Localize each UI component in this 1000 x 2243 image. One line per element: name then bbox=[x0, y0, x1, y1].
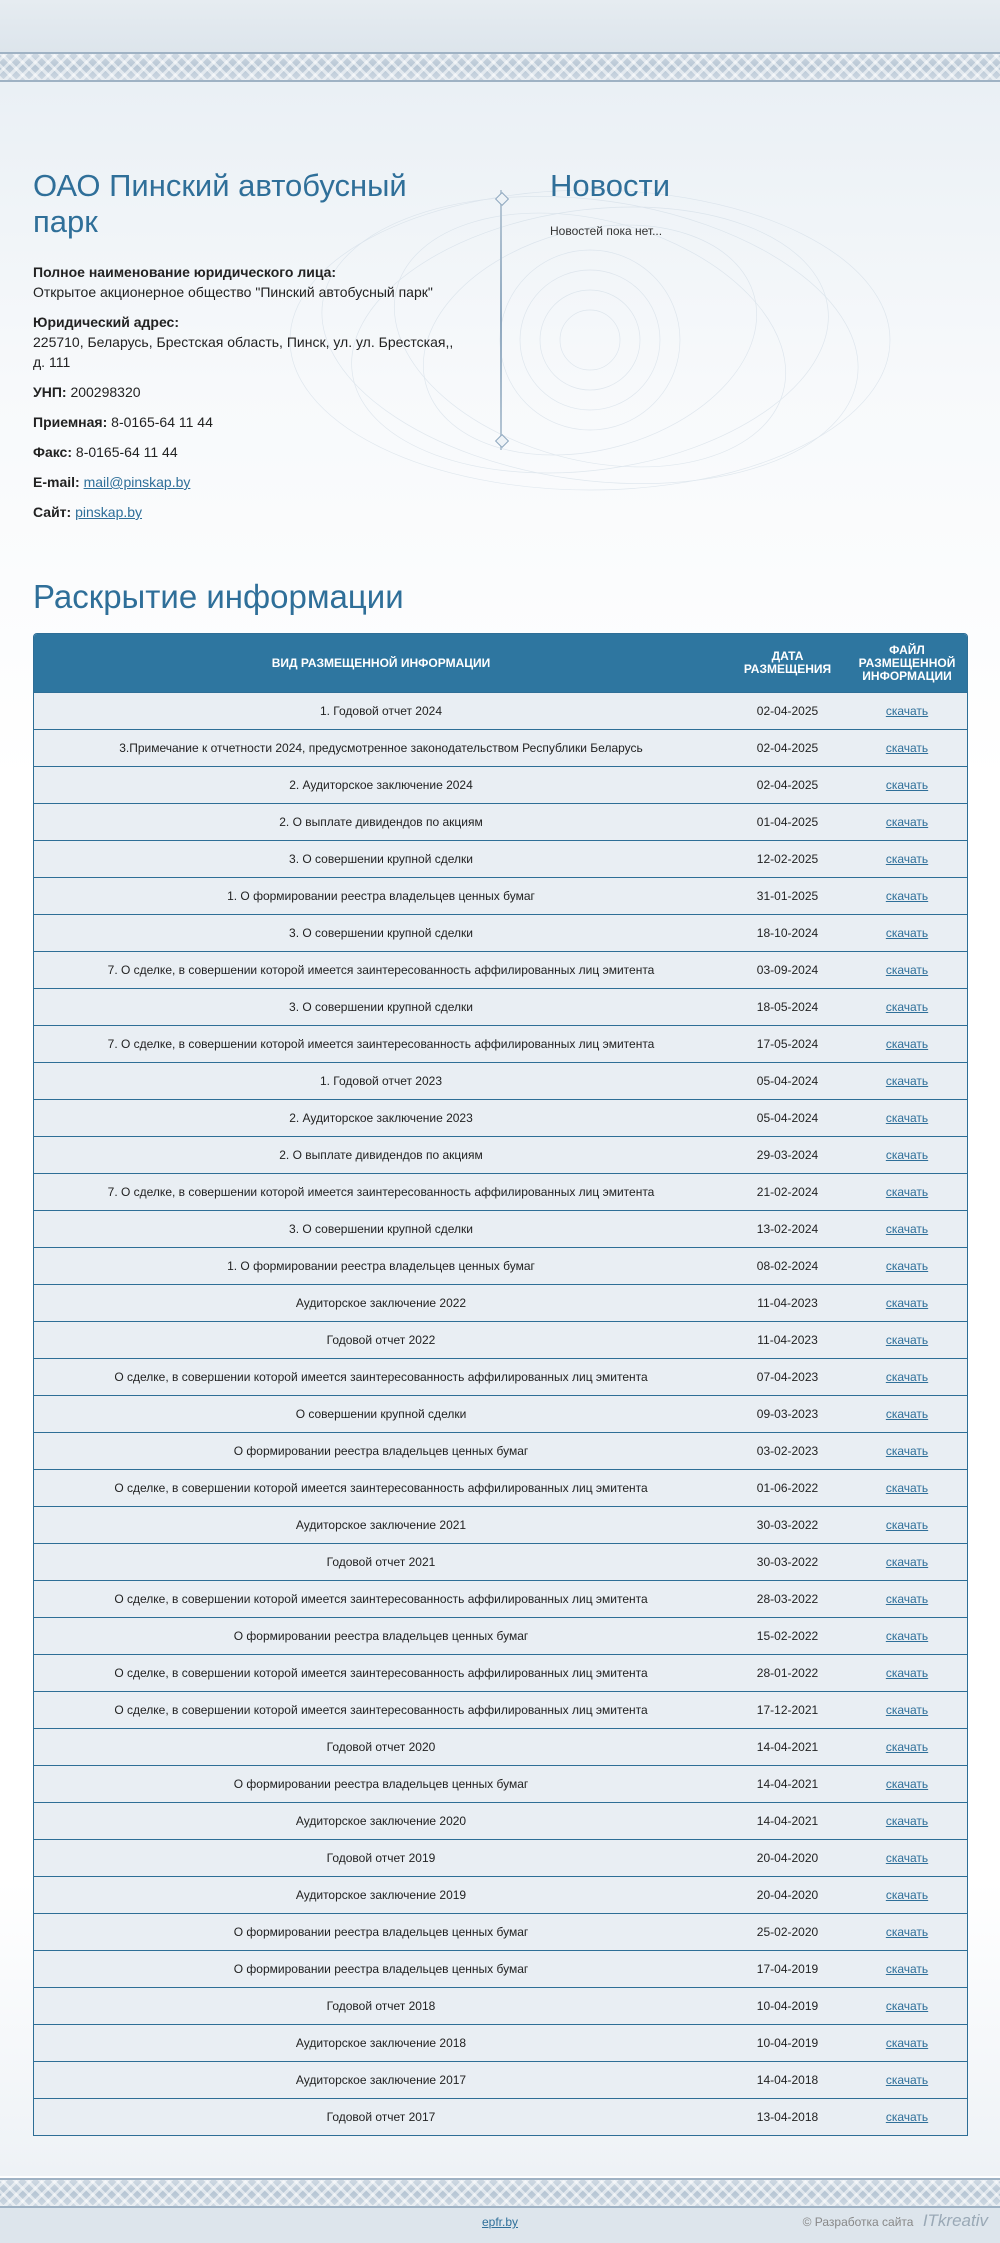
download-link[interactable]: скачать bbox=[885, 1518, 929, 1532]
table-row bbox=[34, 767, 967, 804]
row-name: Годовой отчет 2017 bbox=[34, 2099, 728, 2136]
row-date: 30-03-2022 bbox=[728, 1544, 847, 1581]
row-file-cell bbox=[847, 1248, 967, 1285]
download-link[interactable]: скачать bbox=[885, 1666, 929, 1680]
row-name: Годовой отчет 2020 bbox=[34, 1729, 728, 1766]
download-link[interactable]: скачать bbox=[885, 1296, 929, 1310]
table-row bbox=[34, 1877, 967, 1914]
row-file-cell bbox=[847, 989, 967, 1026]
row-date: 09-03-2023 bbox=[728, 1396, 847, 1433]
row-file-cell bbox=[847, 1322, 967, 1359]
row-date: 13-02-2024 bbox=[728, 1211, 847, 1248]
download-link[interactable]: скачать bbox=[885, 1888, 929, 1902]
row-file-cell bbox=[847, 1729, 967, 1766]
disclosure-table bbox=[34, 634, 967, 2135]
legal-name-value: Открытое акционерное общество "Пинский автобусный парк" bbox=[33, 284, 433, 300]
row-name: 1. О формировании реестра владельцев ценных бумаг bbox=[34, 1248, 728, 1285]
table-row bbox=[34, 841, 967, 878]
row-file-cell bbox=[847, 804, 967, 841]
row-name: 7. О сделке, в совершении которой имеется заинтересованность аффилированных лиц эмитента bbox=[34, 952, 728, 989]
row-date: 01-06-2022 bbox=[728, 1470, 847, 1507]
row-file-cell bbox=[847, 1766, 967, 1803]
row-file-cell bbox=[847, 1026, 967, 1063]
row-name: Годовой отчет 2019 bbox=[34, 1840, 728, 1877]
row-file-cell bbox=[847, 915, 967, 952]
row-date: 15-02-2022 bbox=[728, 1618, 847, 1655]
row-name: Аудиторское заключение 2020 bbox=[34, 1803, 728, 1840]
table-row bbox=[34, 804, 967, 841]
table-row bbox=[34, 989, 967, 1026]
row-file-cell bbox=[847, 841, 967, 878]
download-link[interactable]: скачать bbox=[885, 1407, 929, 1421]
download-link[interactable]: скачать bbox=[885, 1555, 929, 1569]
address-item bbox=[33, 312, 463, 372]
row-name: Аудиторское заключение 2019 bbox=[34, 1877, 728, 1914]
reception-label: Приемная: bbox=[33, 414, 108, 430]
email-link[interactable]: mail@pinskap.by bbox=[83, 474, 191, 490]
row-file-cell bbox=[847, 1211, 967, 1248]
credit-text: © Разработка сайта bbox=[802, 2215, 914, 2229]
row-date: 03-02-2023 bbox=[728, 1433, 847, 1470]
row-name: Годовой отчет 2018 bbox=[34, 1988, 728, 2025]
fax-value: 8-0165-64 11 44 bbox=[75, 444, 178, 460]
table-row bbox=[34, 1063, 967, 1100]
row-name: 1. Годовой отчет 2024 bbox=[34, 693, 728, 730]
download-link[interactable]: скачать bbox=[885, 741, 929, 755]
row-file-cell bbox=[847, 952, 967, 989]
table-row bbox=[34, 1396, 967, 1433]
top-ornament-strip bbox=[0, 52, 1000, 82]
row-name: Аудиторское заключение 2022 bbox=[34, 1285, 728, 1322]
row-name: 3.Примечание к отчетности 2024, предусмотренное законодательством Республики Беларусь bbox=[34, 730, 728, 767]
fax-label: Факс: bbox=[33, 444, 73, 460]
row-name: 7. О сделке, в совершении которой имеется заинтересованность аффилированных лиц эмитента bbox=[34, 1174, 728, 1211]
download-link[interactable]: скачать bbox=[885, 1629, 929, 1643]
row-name: 2. Аудиторское заключение 2023 bbox=[34, 1100, 728, 1137]
company-info bbox=[33, 168, 463, 532]
row-name: Аудиторское заключение 2018 bbox=[34, 2025, 728, 2062]
credit bbox=[803, 2211, 988, 2231]
row-date: 10-04-2019 bbox=[728, 1988, 847, 2025]
row-name: 7. О сделке, в совершении которой имеется заинтересованность аффилированных лиц эмитента bbox=[34, 1026, 728, 1063]
row-name: Аудиторское заключение 2021 bbox=[34, 1507, 728, 1544]
download-link[interactable]: скачать bbox=[885, 1074, 929, 1088]
table-header-row bbox=[34, 634, 967, 693]
table-row bbox=[34, 1951, 967, 1988]
table-row bbox=[34, 1840, 967, 1877]
row-name: 3. О совершении крупной сделки bbox=[34, 915, 728, 952]
row-name: 3. О совершении крупной сделки bbox=[34, 1211, 728, 1248]
row-name: Аудиторское заключение 2017 bbox=[34, 2062, 728, 2099]
download-link[interactable]: скачать bbox=[885, 1185, 929, 1199]
row-date: 02-04-2025 bbox=[728, 693, 847, 730]
unp-label: УНП: bbox=[33, 384, 67, 400]
table-row bbox=[34, 2062, 967, 2099]
site-link[interactable]: pinskap.by bbox=[75, 504, 143, 520]
table-row bbox=[34, 1322, 967, 1359]
row-file-cell bbox=[847, 730, 967, 767]
row-name: 3. О совершении крупной сделки bbox=[34, 989, 728, 1026]
row-date: 29-03-2024 bbox=[728, 1137, 847, 1174]
header-type: ВИД РАЗМЕЩЕННОЙ ИНФОРМАЦИИ bbox=[34, 634, 728, 693]
header-file: ФАЙЛ РАЗМЕЩЕННОЙ ИНФОРМАЦИИ bbox=[847, 634, 967, 693]
row-file-cell bbox=[847, 1988, 967, 2025]
row-file-cell bbox=[847, 1100, 967, 1137]
row-file-cell bbox=[847, 1470, 967, 1507]
unp-item bbox=[33, 382, 463, 402]
row-file-cell bbox=[847, 1618, 967, 1655]
row-file-cell bbox=[847, 1544, 967, 1581]
table-row bbox=[34, 1470, 967, 1507]
row-file-cell bbox=[847, 1063, 967, 1100]
header-date: ДАТА РАЗМЕЩЕНИЯ bbox=[728, 634, 847, 693]
row-name: О сделке, в совершении которой имеется заинтересованность аффилированных лиц эмитента bbox=[34, 1470, 728, 1507]
download-link[interactable]: скачать bbox=[885, 1370, 929, 1384]
legal-name-item bbox=[33, 262, 463, 302]
row-date: 02-04-2025 bbox=[728, 730, 847, 767]
disclosure-table-wrap bbox=[33, 633, 968, 2136]
table-row bbox=[34, 1655, 967, 1692]
row-name: 2. О выплате дивидендов по акциям bbox=[34, 804, 728, 841]
table-row bbox=[34, 1692, 967, 1729]
download-link[interactable]: скачать bbox=[885, 963, 929, 977]
table-row bbox=[34, 1026, 967, 1063]
row-file-cell bbox=[847, 878, 967, 915]
table-row bbox=[34, 1433, 967, 1470]
bottom-ornament-strip bbox=[0, 2178, 1000, 2208]
row-file-cell bbox=[847, 767, 967, 804]
row-date: 30-03-2022 bbox=[728, 1507, 847, 1544]
row-file-cell bbox=[847, 1507, 967, 1544]
row-name: 2. Аудиторское заключение 2024 bbox=[34, 767, 728, 804]
row-name: О формировании реестра владельцев ценных бумаг bbox=[34, 1433, 728, 1470]
row-date: 14-04-2021 bbox=[728, 1803, 847, 1840]
row-date: 12-02-2025 bbox=[728, 841, 847, 878]
table-row bbox=[34, 1359, 967, 1396]
row-date: 14-04-2021 bbox=[728, 1729, 847, 1766]
email-item bbox=[33, 472, 463, 492]
row-date: 31-01-2025 bbox=[728, 878, 847, 915]
row-date: 02-04-2025 bbox=[728, 767, 847, 804]
row-date: 10-04-2019 bbox=[728, 2025, 847, 2062]
row-file-cell bbox=[847, 1581, 967, 1618]
row-date: 14-04-2021 bbox=[728, 1766, 847, 1803]
row-date: 18-10-2024 bbox=[728, 915, 847, 952]
row-file-cell bbox=[847, 1359, 967, 1396]
table-row bbox=[34, 878, 967, 915]
company-title: ОАО Пинский автобусный парк bbox=[33, 168, 407, 239]
legal-name-label: Полное наименование юридического лица: bbox=[33, 264, 337, 280]
download-link[interactable]: скачать bbox=[885, 852, 929, 866]
row-file-cell bbox=[847, 1655, 967, 1692]
download-link[interactable]: скачать bbox=[885, 1259, 929, 1273]
download-link[interactable]: скачать bbox=[885, 778, 929, 792]
download-link[interactable]: скачать bbox=[885, 1481, 929, 1495]
news-empty-text: Новостей пока нет... bbox=[550, 224, 663, 238]
row-date: 21-02-2024 bbox=[728, 1174, 847, 1211]
download-link[interactable]: скачать bbox=[885, 1333, 929, 1347]
developer-logo[interactable]: ITkreativ bbox=[922, 2211, 988, 2230]
download-link[interactable]: скачать bbox=[885, 1592, 929, 1606]
row-date: 11-04-2023 bbox=[728, 1322, 847, 1359]
row-name: О формировании реестра владельцев ценных бумаг bbox=[34, 1951, 728, 1988]
row-name: 1. Годовой отчет 2023 bbox=[34, 1063, 728, 1100]
row-date: 20-04-2020 bbox=[728, 1877, 847, 1914]
row-date: 07-04-2023 bbox=[728, 1359, 847, 1396]
unp-value: 200298320 bbox=[70, 384, 141, 400]
table-row bbox=[34, 1729, 967, 1766]
table-row bbox=[34, 915, 967, 952]
footer-link[interactable]: epfr.by bbox=[481, 2215, 519, 2229]
row-name: О формировании реестра владельцев ценных бумаг bbox=[34, 1766, 728, 1803]
row-date: 28-01-2022 bbox=[728, 1655, 847, 1692]
table-row bbox=[34, 1914, 967, 1951]
row-name: 1. О формировании реестра владельцев ценных бумаг bbox=[34, 878, 728, 915]
site-item bbox=[33, 502, 463, 522]
row-date: 17-05-2024 bbox=[728, 1026, 847, 1063]
row-name: Годовой отчет 2022 bbox=[34, 1322, 728, 1359]
row-file-cell bbox=[847, 1692, 967, 1729]
download-link[interactable]: скачать bbox=[885, 1444, 929, 1458]
table-row bbox=[34, 1248, 967, 1285]
row-file-cell bbox=[847, 2062, 967, 2099]
row-date: 03-09-2024 bbox=[728, 952, 847, 989]
download-link[interactable]: скачать bbox=[885, 1222, 929, 1236]
table-row bbox=[34, 1988, 967, 2025]
row-name: О сделке, в совершении которой имеется заинтересованность аффилированных лиц эмитента bbox=[34, 1655, 728, 1692]
table-row bbox=[34, 1618, 967, 1655]
row-date: 20-04-2020 bbox=[728, 1840, 847, 1877]
row-name: О формировании реестра владельцев ценных бумаг bbox=[34, 1914, 728, 1951]
vertical-divider bbox=[500, 190, 502, 450]
row-date: 17-04-2019 bbox=[728, 1951, 847, 1988]
table-row bbox=[34, 1803, 967, 1840]
table-row bbox=[34, 1581, 967, 1618]
table-row bbox=[34, 1174, 967, 1211]
row-date: 13-04-2018 bbox=[728, 2099, 847, 2136]
row-name: О формировании реестра владельцев ценных бумаг bbox=[34, 1618, 728, 1655]
download-link[interactable]: скачать bbox=[885, 1777, 929, 1791]
download-link[interactable]: скачать bbox=[885, 1999, 929, 2013]
row-date: 25-02-2020 bbox=[728, 1914, 847, 1951]
row-file-cell bbox=[847, 1803, 967, 1840]
row-file-cell bbox=[847, 1433, 967, 1470]
row-file-cell bbox=[847, 1877, 967, 1914]
row-name: О совершении крупной сделки bbox=[34, 1396, 728, 1433]
row-date: 05-04-2024 bbox=[728, 1100, 847, 1137]
row-file-cell bbox=[847, 1396, 967, 1433]
download-link[interactable]: скачать bbox=[885, 704, 929, 718]
row-file-cell bbox=[847, 2099, 967, 2136]
download-link[interactable]: скачать bbox=[885, 1962, 929, 1976]
top-band bbox=[0, 0, 1000, 52]
table-row bbox=[34, 952, 967, 989]
row-name: 3. О совершении крупной сделки bbox=[34, 841, 728, 878]
row-date: 17-12-2021 bbox=[728, 1692, 847, 1729]
reception-item bbox=[33, 412, 463, 432]
news-section bbox=[550, 168, 950, 238]
table-row bbox=[34, 2099, 967, 2136]
table-row bbox=[34, 693, 967, 730]
row-date: 14-04-2018 bbox=[728, 2062, 847, 2099]
row-date: 18-05-2024 bbox=[728, 989, 847, 1026]
news-title: Новости bbox=[550, 168, 671, 203]
download-link[interactable]: скачать bbox=[885, 1037, 929, 1051]
fax-item bbox=[33, 442, 463, 462]
download-link[interactable]: скачать bbox=[885, 2110, 929, 2124]
table-row bbox=[34, 1285, 967, 1322]
download-link[interactable]: скачать bbox=[885, 1148, 929, 1162]
row-name: Годовой отчет 2021 bbox=[34, 1544, 728, 1581]
row-file-cell bbox=[847, 1951, 967, 1988]
row-date: 28-03-2022 bbox=[728, 1581, 847, 1618]
row-file-cell bbox=[847, 1174, 967, 1211]
row-name: О сделке, в совершении которой имеется заинтересованность аффилированных лиц эмитента bbox=[34, 1359, 728, 1396]
table-row bbox=[34, 1137, 967, 1174]
row-file-cell bbox=[847, 693, 967, 730]
download-link[interactable]: скачать bbox=[885, 1851, 929, 1865]
download-link[interactable]: скачать bbox=[885, 1000, 929, 1014]
row-file-cell bbox=[847, 1285, 967, 1322]
table-row bbox=[34, 730, 967, 767]
disclosure-title: Раскрытие информации bbox=[33, 578, 404, 615]
row-file-cell bbox=[847, 2025, 967, 2062]
site-label: Сайт: bbox=[33, 504, 72, 520]
row-name: О сделке, в совершении которой имеется заинтересованность аффилированных лиц эмитента bbox=[34, 1581, 728, 1618]
row-name: О сделке, в совершении которой имеется заинтересованность аффилированных лиц эмитента bbox=[34, 1692, 728, 1729]
row-date: 11-04-2023 bbox=[728, 1285, 847, 1322]
table-row bbox=[34, 2025, 967, 2062]
row-file-cell bbox=[847, 1914, 967, 1951]
download-link[interactable]: скачать bbox=[885, 889, 929, 903]
row-file-cell bbox=[847, 1137, 967, 1174]
download-link[interactable]: скачать bbox=[885, 1703, 929, 1717]
table-row bbox=[34, 1100, 967, 1137]
email-label: E-mail: bbox=[33, 474, 80, 490]
table-row bbox=[34, 1211, 967, 1248]
download-link[interactable]: скачать bbox=[885, 1925, 929, 1939]
table-body bbox=[34, 693, 967, 2136]
row-name: 2. О выплате дивидендов по акциям bbox=[34, 1137, 728, 1174]
address-label: Юридический адрес: bbox=[33, 314, 179, 330]
download-link[interactable]: скачать bbox=[885, 815, 929, 829]
row-date: 01-04-2025 bbox=[728, 804, 847, 841]
download-link[interactable]: скачать bbox=[885, 1814, 929, 1828]
download-link[interactable]: скачать bbox=[885, 1740, 929, 1754]
table-row bbox=[34, 1544, 967, 1581]
table-row bbox=[34, 1766, 967, 1803]
address-value: 225710, Беларусь, Брестская область, Пинск, ул. ул. Брестская,, д. 111 bbox=[33, 334, 454, 370]
row-date: 08-02-2024 bbox=[728, 1248, 847, 1285]
reception-value: 8-0165-64 11 44 bbox=[111, 414, 213, 430]
row-date: 05-04-2024 bbox=[728, 1063, 847, 1100]
table-row bbox=[34, 1507, 967, 1544]
download-link[interactable]: скачать bbox=[885, 2036, 929, 2050]
row-file-cell bbox=[847, 1840, 967, 1877]
download-link[interactable]: скачать bbox=[885, 1111, 929, 1125]
download-link[interactable]: скачать bbox=[885, 926, 929, 940]
download-link[interactable]: скачать bbox=[885, 2073, 929, 2087]
